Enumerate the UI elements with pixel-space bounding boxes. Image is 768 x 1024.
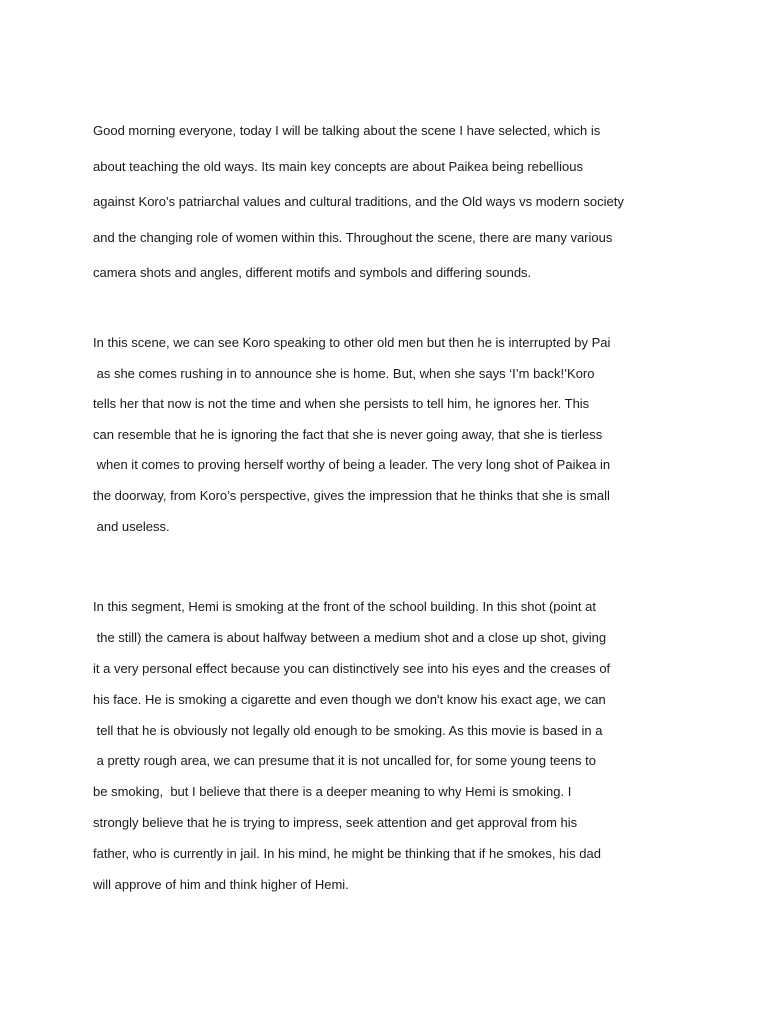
text-line: about teaching the old ways. Its main key concepts are about Paikea being rebellious [93, 158, 583, 174]
text-line: a pretty rough area, we can presume that it is not uncalled for, for some young teens to [93, 753, 596, 769]
text-line: be smoking, but I believe that there is a deeper meaning to why Hemi is smoking. I [93, 784, 572, 800]
text-line: In this segment, Hemi is smoking at the front of the school building. In this shot (point at [93, 599, 596, 614]
paragraph-hemi-segment [93, 598, 733, 907]
text-line: his face. He is smoking a cigarette and even though we don't know his exact age, we can [93, 691, 606, 707]
text-line: camera shots and angles, different motifs and symbols and differing sounds. [93, 265, 532, 280]
text-line: the doorway, from Koro’s perspective, gives the impression that he thinks that she is small [93, 487, 610, 503]
text-line: as she comes rushing in to announce she is home. But, when she says ‘I’m back!’Koro [93, 365, 595, 381]
text-line: the still) the camera is about halfway between a medium shot and a close up shot, giving [93, 629, 607, 645]
text-line: In this scene, we can see Koro speaking to other old men but then he is interrupted by Pai [93, 335, 611, 350]
text-line: and useless. [93, 518, 170, 534]
text-line: strongly believe that he is trying to impress, seek attention and get approval from his [93, 815, 578, 831]
text-line: tells her that now is not the time and when she persists to tell him, he ignores her. This [93, 396, 590, 412]
text-line: against Koro’s patriarchal values and cultural traditions, and the Old ways vs modern society [93, 194, 624, 209]
text-line: Good morning everyone, today I will be talking about the scene I have selected, which is [93, 123, 601, 138]
text-line: will approve of him and think higher of Hemi. [93, 877, 349, 893]
text-line: can resemble that he is ignoring the fact that she is never going away, that she is tierless [93, 426, 603, 442]
text-line: when it comes to proving herself worthy of being a leader. The very long shot of Paikea in [93, 457, 611, 473]
paragraph-introduction [93, 122, 733, 300]
text-line: it a very personal effect because you can distinctively see into his eyes and the creases of [93, 660, 611, 676]
text-line: tell that he is obviously not legally old enough to be smoking. As this movie is based in a [93, 722, 603, 738]
text-line: father, who is currently in jail. In his mind, he might be thinking that if he smokes, his dad [93, 846, 601, 862]
text-line: and the changing role of women within this. Throughout the scene, there are many various [93, 229, 613, 245]
paragraph-koro-scene [93, 334, 733, 548]
